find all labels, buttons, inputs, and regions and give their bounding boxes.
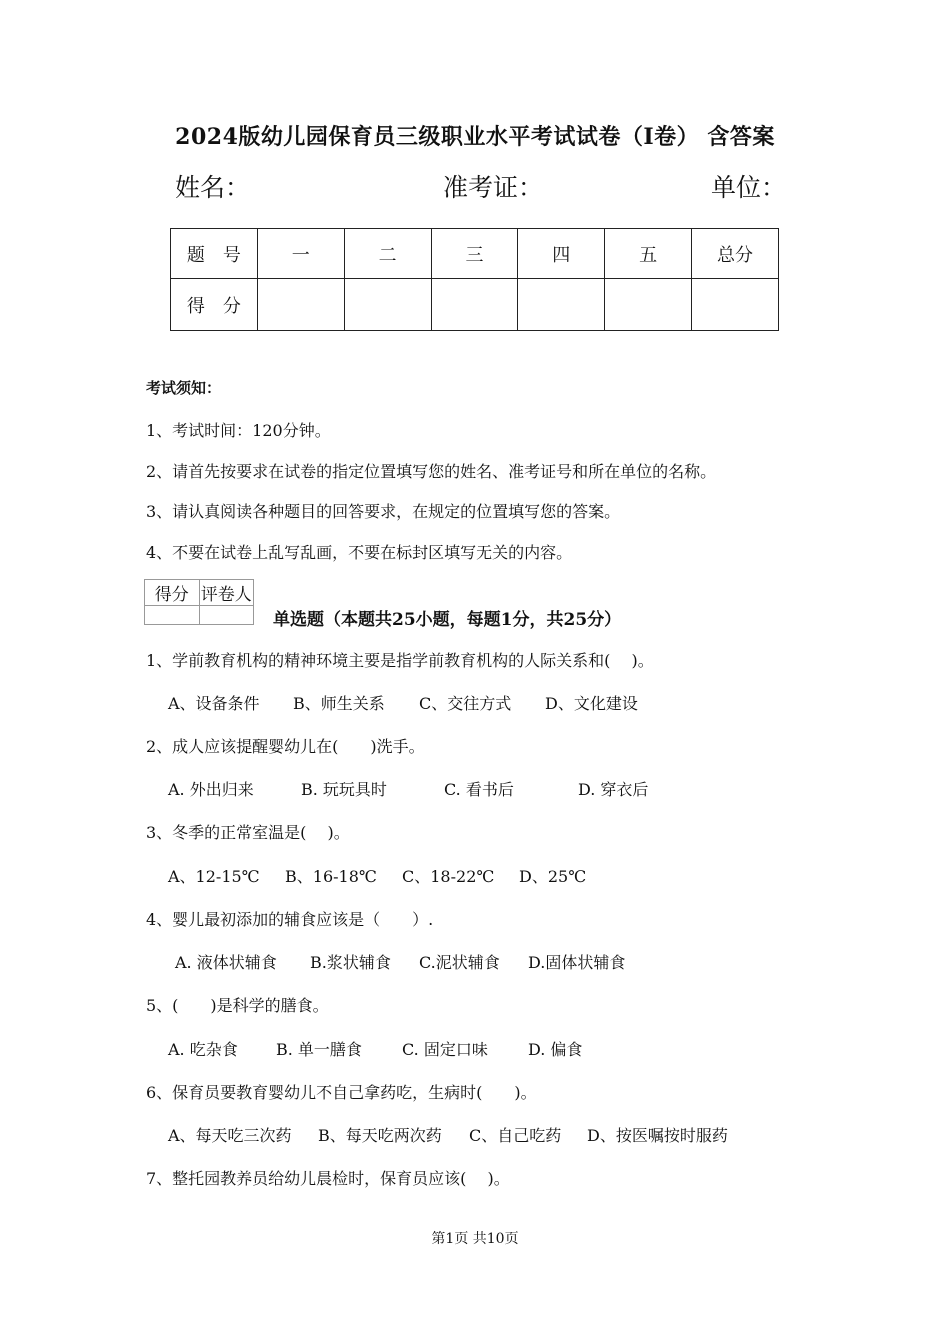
score-table-header-cell: 五 <box>605 229 692 279</box>
question-stem: 7、整托园教养员给幼儿晨检时，保育员应该( )。 <box>146 1169 510 1188</box>
score-cell[interactable] <box>344 279 431 331</box>
page-footer: 第1页 共10页 <box>431 1231 519 1247</box>
option[interactable]: B. 玩玩具时 <box>301 780 387 799</box>
option[interactable]: C、自己吃药 <box>469 1126 562 1145</box>
option[interactable]: A. 液体状辅食 <box>175 953 277 972</box>
option[interactable]: B、每天吃两次药 <box>318 1126 442 1145</box>
score-table-header-cell: 一 <box>257 229 344 279</box>
score-table <box>170 228 779 331</box>
note-item: 1、考试时间：120分钟。 <box>146 421 331 440</box>
score-cell[interactable] <box>605 279 692 331</box>
question-stem: 1、学前教育机构的精神环境主要是指学前教育机构的人际关系和( )。 <box>146 651 654 670</box>
score-cell[interactable] <box>257 279 344 331</box>
grader-box <box>144 579 254 625</box>
option[interactable]: B.浆状辅食 <box>310 953 391 972</box>
score-cell[interactable] <box>431 279 518 331</box>
option[interactable]: A. 外出归来 <box>168 780 254 799</box>
option[interactable]: D、文化建设 <box>545 694 638 713</box>
question-stem: 3、冬季的正常室温是( )。 <box>146 823 350 842</box>
option[interactable]: A、12-15℃ <box>168 867 260 886</box>
option[interactable]: B、16-18℃ <box>285 867 377 886</box>
score-table-header-cell: 二 <box>344 229 431 279</box>
option[interactable]: C. 固定口味 <box>402 1040 488 1059</box>
document-title: 2024版幼儿园保育员三级职业水平考试试卷（I卷） 含答案 <box>175 124 775 150</box>
question-stem: 5、( )是科学的膳食。 <box>146 996 329 1015</box>
question-stem: 4、婴儿最初添加的辅食应该是（ ）. <box>146 910 434 929</box>
option[interactable]: A. 吃杂食 <box>168 1040 238 1059</box>
option[interactable]: A、每天吃三次药 <box>168 1126 292 1145</box>
note-item: 4、不要在试卷上乱写乱画，不要在标封区填写无关的内容。 <box>146 543 573 562</box>
option[interactable]: D、按医嘱按时服药 <box>587 1126 728 1145</box>
option[interactable]: D. 穿衣后 <box>578 780 649 799</box>
question-stem: 6、保育员要教育婴幼儿不自己拿药吃，生病时( )。 <box>146 1083 537 1102</box>
notes-heading: 考试须知： <box>146 379 222 397</box>
grader-reviewer-label: 评卷人 <box>199 580 254 606</box>
option[interactable]: C.泥状辅食 <box>419 953 500 972</box>
option[interactable]: C、18-22℃ <box>402 867 495 886</box>
score-row-label: 得 分 <box>171 279 258 331</box>
section-title: 单选题（本题共25小题，每题1分，共25分） <box>273 610 622 630</box>
grader-score-cell[interactable] <box>145 606 200 625</box>
score-table-header-cell: 总分 <box>692 229 779 279</box>
option[interactable]: D. 偏食 <box>528 1040 583 1059</box>
score-cell[interactable] <box>518 279 605 331</box>
question-stem: 2、成人应该提醒婴幼儿在( )洗手。 <box>146 737 425 756</box>
option[interactable]: D、25℃ <box>519 867 587 886</box>
option[interactable]: C. 看书后 <box>444 780 514 799</box>
score-cell[interactable] <box>692 279 779 331</box>
grader-reviewer-cell[interactable] <box>199 606 254 625</box>
unit-field-label: 单位： <box>711 173 787 202</box>
option[interactable]: D.固体状辅食 <box>528 953 626 972</box>
option[interactable]: C、交往方式 <box>419 694 512 713</box>
note-item: 2、请首先按要求在试卷的指定位置填写您的姓名、准考证号和所在单位的名称。 <box>146 462 717 481</box>
exam-number-field-label: 准考证： <box>443 173 544 202</box>
grader-score-label: 得分 <box>145 580 200 606</box>
option[interactable]: B. 单一膳食 <box>276 1040 362 1059</box>
option[interactable]: B、师生关系 <box>293 694 385 713</box>
score-table-header-cell: 四 <box>518 229 605 279</box>
score-table-header-cell: 题 号 <box>171 229 258 279</box>
option[interactable]: A、设备条件 <box>168 694 260 713</box>
note-item: 3、请认真阅读各种题目的回答要求，在规定的位置填写您的答案。 <box>146 502 621 521</box>
name-field-label: 姓名： <box>175 173 251 202</box>
score-table-header-cell: 三 <box>431 229 518 279</box>
